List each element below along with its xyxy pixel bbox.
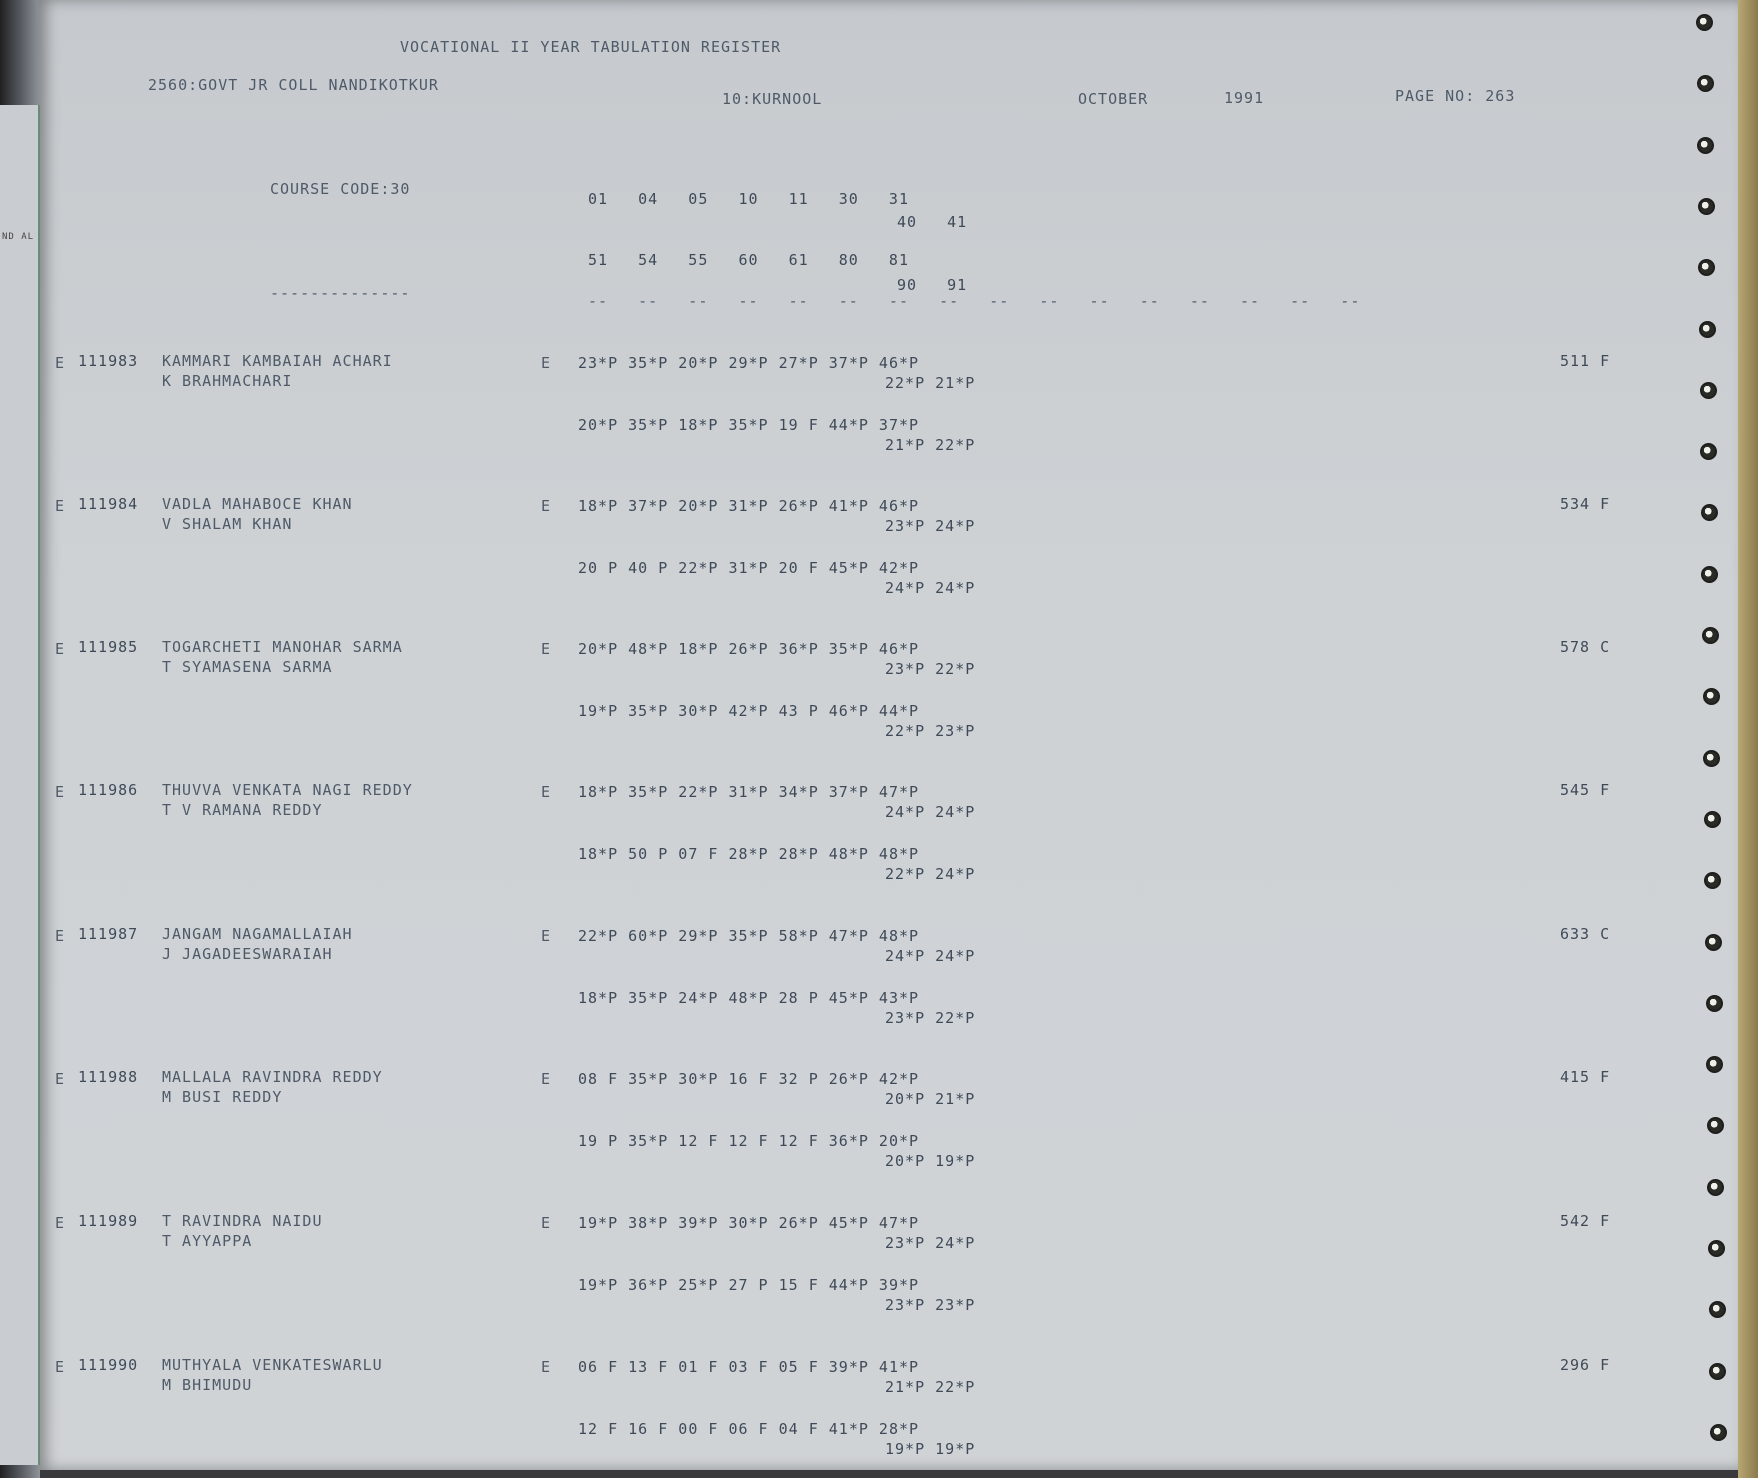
total-result: 511 F	[1560, 352, 1611, 370]
district-name: 10:KURNOOL	[722, 90, 823, 108]
student-name: THUVVA VENKATA NAGI REDDY	[162, 781, 413, 799]
student-flag: E	[55, 783, 66, 801]
total-result: 633 C	[1560, 925, 1611, 943]
subject-codes-row-1: 01 04 05 10 11 30 31	[588, 190, 909, 208]
marks-row-1b: 20*P 21*P	[885, 1090, 976, 1108]
marks-row-1: 18*P 35*P 22*P 31*P 34*P 37*P 47*P	[578, 783, 920, 801]
marks-row-2b: 19*P 19*P	[885, 1440, 976, 1458]
course-underline: --------------	[270, 284, 411, 302]
student-name: VADLA MAHABOCE KHAN	[162, 495, 353, 513]
marks-row-1: 22*P 60*P 29*P 35*P 58*P 47*P 48*P	[578, 927, 920, 945]
hall-ticket-number: 111988	[78, 1068, 139, 1086]
student-name: KAMMARI KAMBAIAH ACHARI	[162, 352, 393, 370]
punch-hole	[1696, 14, 1713, 31]
punch-hole	[1698, 198, 1715, 215]
punch-hole	[1706, 995, 1723, 1012]
marks-row-1: 08 F 35*P 30*P 16 F 32 P 26*P 42*P	[578, 1070, 920, 1088]
marks-row-1b: 21*P 22*P	[885, 1378, 976, 1396]
father-name: T SYAMASENA SARMA	[162, 658, 333, 676]
marks-row-2: 18*P 35*P 24*P 48*P 28 P 45*P 43*P	[578, 989, 920, 1007]
father-name: T AYYAPPA	[162, 1232, 253, 1250]
punch-hole	[1700, 382, 1717, 399]
punch-hole	[1701, 566, 1718, 583]
punch-hole	[1707, 1179, 1724, 1196]
total-result: 578 C	[1560, 638, 1611, 656]
punch-hole	[1710, 1424, 1727, 1441]
marks-row-2b: 22*P 24*P	[885, 865, 976, 883]
student-name: T RAVINDRA NAIDU	[162, 1212, 323, 1230]
marks-row-2: 19*P 36*P 25*P 27 P 15 F 44*P 39*P	[578, 1276, 920, 1294]
marks-row-2b: 23*P 22*P	[885, 1009, 976, 1027]
marks-row-2: 20 P 40 P 22*P 31*P 20 F 45*P 42*P	[578, 559, 920, 577]
marks-row-2b: 22*P 23*P	[885, 722, 976, 740]
punch-hole	[1706, 1056, 1723, 1073]
father-name: K BRAHMACHARI	[162, 372, 293, 390]
student-flag: E	[55, 497, 66, 515]
marks-row-2: 19*P 35*P 30*P 42*P 43 P 46*P 44*P	[578, 702, 920, 720]
father-name: T V RAMANA REDDY	[162, 801, 323, 819]
hall-ticket-number: 111983	[78, 352, 139, 370]
marks-row-2: 18*P 50 P 07 F 28*P 28*P 48*P 48*P	[578, 845, 920, 863]
medium: E	[541, 927, 552, 945]
father-name: M BHIMUDU	[162, 1376, 253, 1394]
hall-ticket-number: 111985	[78, 638, 139, 656]
medium: E	[541, 497, 552, 515]
marks-row-2b: 21*P 22*P	[885, 436, 976, 454]
student-flag: E	[55, 1070, 66, 1088]
marks-row-2b: 20*P 19*P	[885, 1152, 976, 1170]
course-code: COURSE CODE:30	[270, 180, 411, 198]
medium: E	[541, 354, 552, 372]
marks-row-2b: 24*P 24*P	[885, 579, 976, 597]
marks-row-1b: 23*P 22*P	[885, 660, 976, 678]
page-number: PAGE NO: 263	[1395, 87, 1516, 105]
marks-row-1: 18*P 37*P 20*P 31*P 26*P 41*P 46*P	[578, 497, 920, 515]
punch-hole	[1709, 1363, 1726, 1380]
student-flag: E	[55, 354, 66, 372]
total-result: 545 F	[1560, 781, 1611, 799]
marks-row-1: 06 F 13 F 01 F 03 F 05 F 39*P 41*P	[578, 1358, 920, 1376]
column-dashes: -- -- -- -- -- -- -- -- -- -- -- -- -- -- -- --	[588, 292, 1361, 310]
adjacent-page-tab	[0, 105, 40, 1465]
marks-row-1: 20*P 48*P 18*P 26*P 36*P 35*P 46*P	[578, 640, 920, 658]
marks-row-1b: 24*P 24*P	[885, 803, 976, 821]
total-result: 296 F	[1560, 1356, 1611, 1374]
subject-codes-row-2b: 90 91	[897, 276, 968, 294]
punch-hole	[1704, 811, 1721, 828]
hall-ticket-number: 111984	[78, 495, 139, 513]
marks-row-1: 23*P 35*P 20*P 29*P 27*P 37*P 46*P	[578, 354, 920, 372]
medium: E	[541, 1358, 552, 1376]
subject-codes-row-1b: 40 41	[897, 213, 968, 231]
college-name: 2560:GOVT JR COLL NANDIKOTKUR	[148, 76, 439, 94]
punch-hole	[1705, 934, 1722, 951]
hall-ticket-number: 111987	[78, 925, 139, 943]
punch-hole	[1699, 321, 1716, 338]
student-flag: E	[55, 927, 66, 945]
marks-row-1: 19*P 38*P 39*P 30*P 26*P 45*P 47*P	[578, 1214, 920, 1232]
student-flag: E	[55, 1214, 66, 1232]
student-flag: E	[55, 1358, 66, 1376]
marks-row-1b: 22*P 21*P	[885, 374, 976, 392]
exam-month: OCTOBER	[1078, 90, 1149, 108]
punch-hole	[1708, 1240, 1725, 1257]
medium: E	[541, 640, 552, 658]
father-name: M BUSI REDDY	[162, 1088, 283, 1106]
marks-row-1b: 23*P 24*P	[885, 517, 976, 535]
student-name: JANGAM NAGAMALLAIAH	[162, 925, 353, 943]
marks-row-1b: 23*P 24*P	[885, 1234, 976, 1252]
punch-hole	[1702, 627, 1719, 644]
total-result: 542 F	[1560, 1212, 1611, 1230]
hall-ticket-number: 111990	[78, 1356, 139, 1374]
student-flag: E	[55, 640, 66, 658]
punch-hole	[1697, 137, 1714, 154]
total-result: 534 F	[1560, 495, 1611, 513]
student-name: MALLALA RAVINDRA REDDY	[162, 1068, 383, 1086]
student-name: MUTHYALA VENKATESWARLU	[162, 1356, 383, 1374]
exam-year: 1991	[1224, 89, 1265, 107]
page-stack-edge	[1738, 0, 1758, 1478]
marks-row-2: 20*P 35*P 18*P 35*P 19 F 44*P 37*P	[578, 416, 920, 434]
medium: E	[541, 783, 552, 801]
hall-ticket-number: 111986	[78, 781, 139, 799]
total-result: 415 F	[1560, 1068, 1611, 1086]
subject-codes-row-2: 51 54 55 60 61 80 81	[588, 251, 909, 269]
punch-hole	[1703, 750, 1720, 767]
medium: E	[541, 1214, 552, 1232]
medium: E	[541, 1070, 552, 1088]
father-name: V SHALAM KHAN	[162, 515, 293, 533]
marks-row-2: 12 F 16 F 00 F 06 F 04 F 41*P 28*P	[578, 1420, 920, 1438]
marks-row-2: 19 P 35*P 12 F 12 F 12 F 36*P 20*P	[578, 1132, 920, 1150]
marks-row-1b: 24*P 24*P	[885, 947, 976, 965]
marks-row-2b: 23*P 23*P	[885, 1296, 976, 1314]
register-title: VOCATIONAL II YEAR TABULATION REGISTER	[400, 38, 782, 56]
punch-hole	[1700, 443, 1717, 460]
father-name: J JAGADEESWARAIAH	[162, 945, 333, 963]
hall-ticket-number: 111989	[78, 1212, 139, 1230]
adjacent-page-text: ND AL	[2, 232, 35, 242]
student-name: TOGARCHETI MANOHAR SARMA	[162, 638, 403, 656]
